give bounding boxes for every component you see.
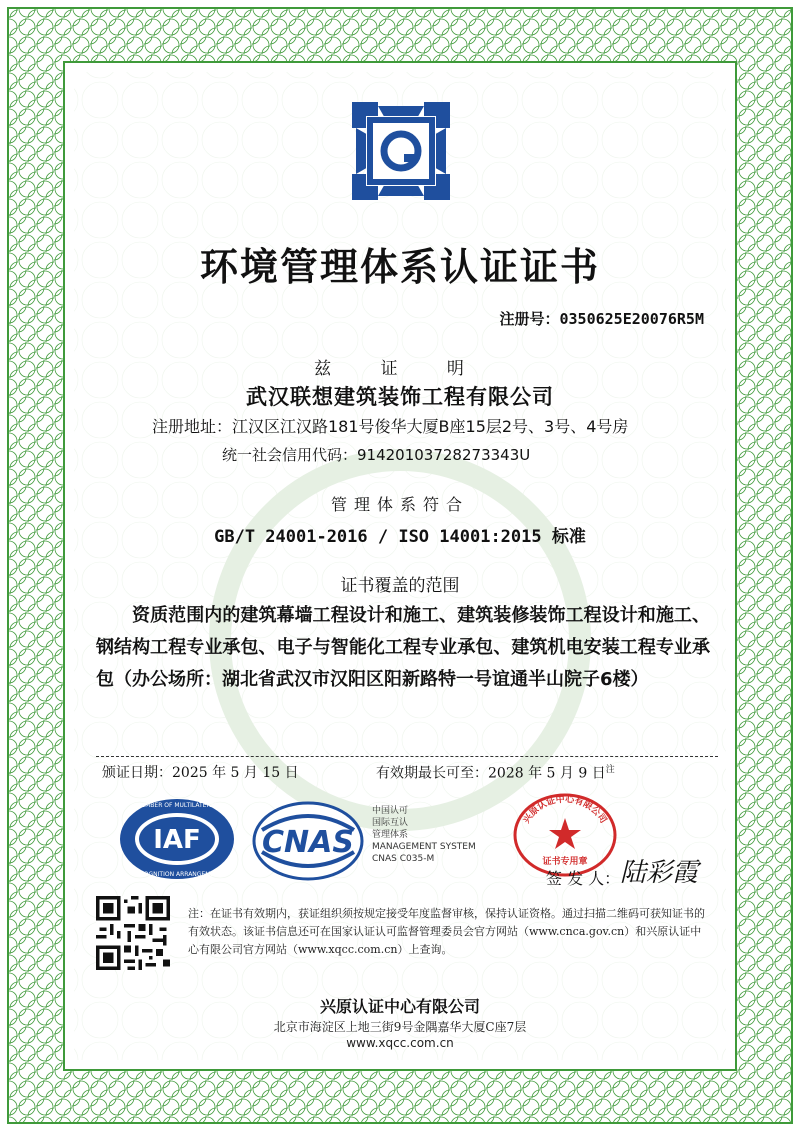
company-name: 武汉联想建筑装饰工程有限公司 — [246, 385, 554, 409]
issuer-name: 兴原认证中心有限公司 — [319, 997, 480, 1016]
cnas-description — [372, 805, 476, 865]
valid-until — [376, 762, 615, 783]
standard: GB/T 24001-2016 / ISO 14001:2015 标准 — [214, 527, 586, 547]
certificate-title: 环境管理体系认证证书 — [199, 245, 600, 289]
iaf-ring-bottom: RECOGNITION ARRANGEMENT — [131, 871, 223, 878]
cnas-line: 国际互认 — [372, 818, 409, 828]
qr-code-icon[interactable] — [96, 896, 170, 970]
seal-inner-text: 证书专用章 — [542, 857, 588, 867]
iaf-logo — [118, 796, 236, 882]
issuer-address: 北京市海淀区上地三街9号金隅嘉华大厦C座7层 — [273, 1020, 527, 1034]
registered-address: 注册地址：江汉区江汉路181号俊华大厦B座15层2号、3号、4号房 — [152, 417, 629, 436]
scope-title: 证书覆盖的范围 — [340, 576, 460, 596]
cnas-text: CNAS — [262, 825, 354, 860]
cnas-line: 中国认可 — [372, 806, 409, 816]
issuer-website[interactable]: www.xqcc.com.cn — [346, 1036, 454, 1050]
iaf-text: IAF — [153, 825, 201, 855]
cnas-line: 管理体系 — [372, 830, 409, 840]
iaf-ring-top: MEMBER OF MULTILATERAL — [136, 802, 218, 809]
signer-label: 签 发 人： — [546, 869, 621, 888]
seal-outer-text: 兴原认证中心有限公司 — [522, 794, 608, 826]
registration-number: 注册号：0350625E20076R5M — [499, 310, 704, 328]
conform-label: 管理体系符合 — [330, 495, 469, 514]
xqcc-emblem-icon — [346, 96, 456, 206]
cnas-logo — [252, 800, 364, 882]
issue-date: 颁证日期：2025 年 5 月 15 日 — [102, 765, 299, 781]
valid-until-text: 有效期最长可至：2028 年 5 月 9 日 — [376, 765, 606, 782]
credit-code: 统一社会信用代码：91420103728273343U — [222, 446, 531, 464]
divider — [96, 756, 718, 757]
cnas-line: CNAS C035-M — [372, 854, 435, 864]
cnas-line: MANAGEMENT SYSTEM — [372, 842, 476, 852]
valid-note-mark: 注 — [605, 765, 615, 775]
scope-text: 资质范围内的建筑幕墙工程设计和施工、建筑装修装饰工程设计和施工、钢结构工程专业承包、电子与智能化工程专业承包、建筑机电安装工程专业承包（办公场所：湖北省武汉市汉阳区阳新路特一号谊通半山院子6楼） — [96, 605, 710, 690]
note-text: 注：在证书有效期内，获证组织须按规定接受年度监督审核，保持认证资格。通过扫描二维码可获知证书的有效状态。该证书信息还可在国家认证认可监督管理委员会官方网站（www.cnca.gov.cn）和兴原认证中心有限公司官方网站（www.xqcc.com.cn）上查询。 — [188, 907, 705, 956]
signature: 陆彩霞 — [620, 858, 699, 888]
hereby-certify: 兹 证 明 — [314, 359, 486, 379]
